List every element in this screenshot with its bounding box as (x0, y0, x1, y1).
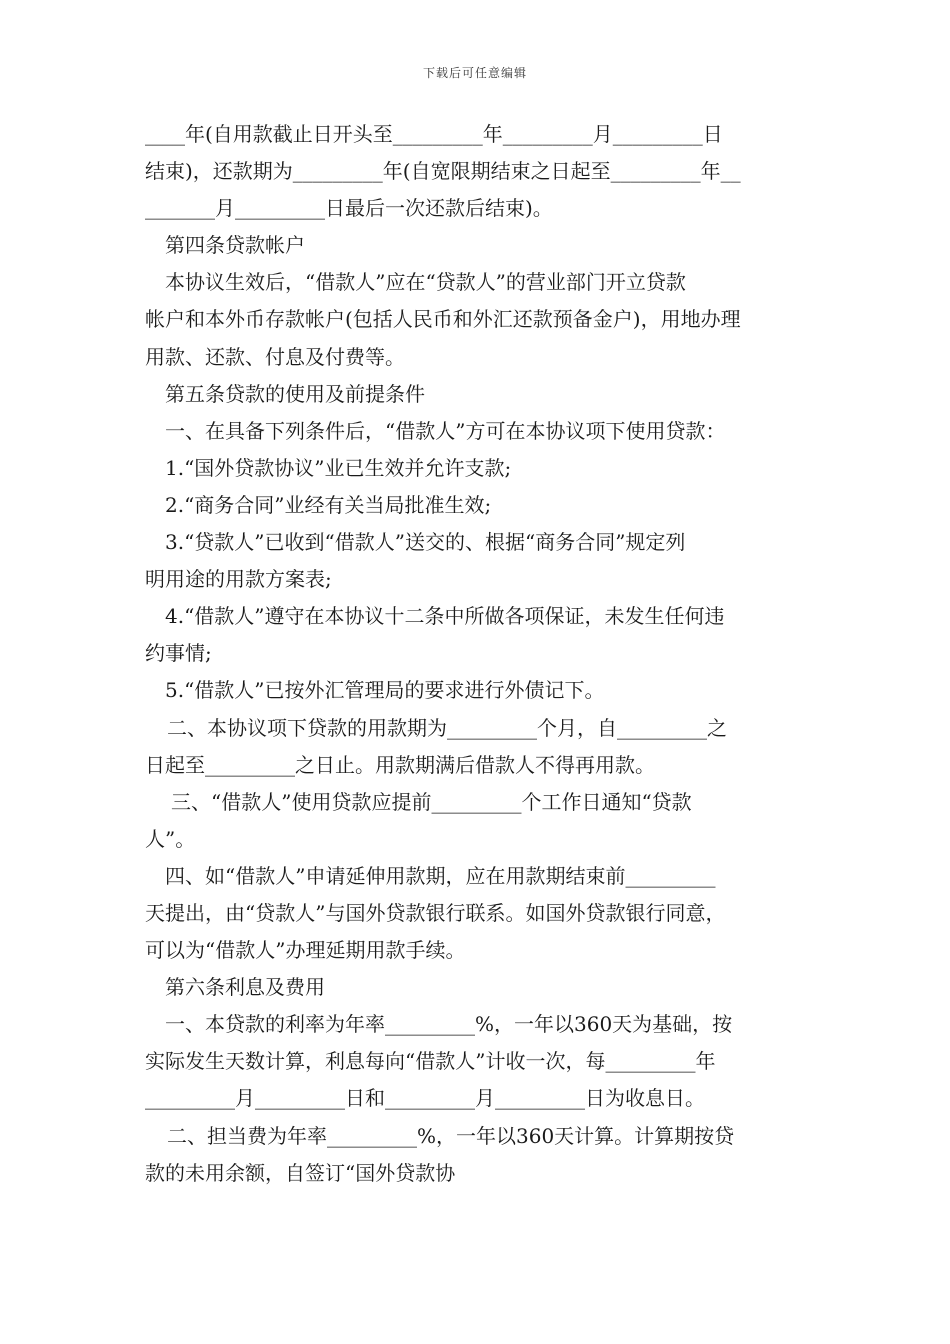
text-line: 四、如“借款人”申请延伸用款期，应在用款期结束前_________ (165, 863, 716, 888)
text-line: 帐户和本外币存款帐户(包括人民币和外汇还款预备金户)，用地办理 (145, 307, 741, 332)
text-line: 日起至_________之日止。用款期满后借款人不得再用款。 (145, 752, 655, 777)
text-line: 人”。 (145, 826, 196, 851)
text-line: 一、本贷款的利率为年率_________%，一年以360天为基础，按 (165, 1012, 733, 1037)
list-item: 1.“国外贷款协议”业已生效并允许支款; (165, 455, 512, 480)
text-line: _________月_________日和_________月_________日为收息日。 (145, 1086, 705, 1111)
text-line: 约事情; (145, 641, 212, 666)
list-item: 2.“商务合同”业经有关当局批准生效; (165, 492, 492, 517)
text-line: ____年(自用款截止日开头至_________年_________月_________日 (145, 122, 723, 146)
text-line: 结束)，还款期为_________年(自宽限期结束之日起至_________年__ (145, 159, 741, 184)
text-line: _______月_________日最后一次还款后结束)。 (145, 196, 553, 221)
text-line: 一、在具备下列条件后，“借款人”方可在本协议项下使用贷款： (165, 418, 726, 443)
list-item: 3.“贷款人”已收到“借款人”送交的、根据“商务合同”规定列 (165, 530, 686, 555)
text-line: 二、本协议项下贷款的用款期为_________个月，自_________之 (167, 715, 727, 740)
list-item: 5.“借款人”已按外汇管理局的要求进行外债记下。 (165, 678, 605, 703)
text-line: 二、担当费为年率_________%，一年以360天计算。计算期按贷 (167, 1123, 735, 1148)
page-header-note: 下载后可任意编辑 (422, 66, 527, 80)
text-line: 三、“借款人”使用贷款应提前_________个工作日通知“贷款 (171, 789, 692, 814)
text-line: 明用途的用款方案表; (145, 567, 332, 592)
text-line: 用款、还款、付息及付费等。 (145, 344, 405, 369)
text-line: 天提出，由“贷款人”与国外贷款银行联系。如国外贷款银行同意， (145, 900, 726, 925)
section-heading: 第四条贷款帐户 (165, 233, 305, 258)
text-line: 可以为“借款人”办理延期用款手续。 (145, 938, 466, 963)
section-heading: 第六条利息及费用 (165, 975, 325, 1000)
document-body (145, 116, 810, 1192)
section-heading: 第五条贷款的使用及前提条件 (165, 381, 425, 406)
text-line: 本协议生效后，“借款人”应在“贷款人”的营业部门开立贷款 (165, 270, 686, 295)
text-line: 款的未用余额，自签订“国外贷款协 (145, 1160, 456, 1185)
list-item: 4.“借款人”遵守在本协议十二条中所做各项保证，未发生任何违 (165, 604, 725, 629)
text-line: 实际发生天数计算，利息每向“借款人”计收一次，每_________年 (145, 1049, 716, 1074)
